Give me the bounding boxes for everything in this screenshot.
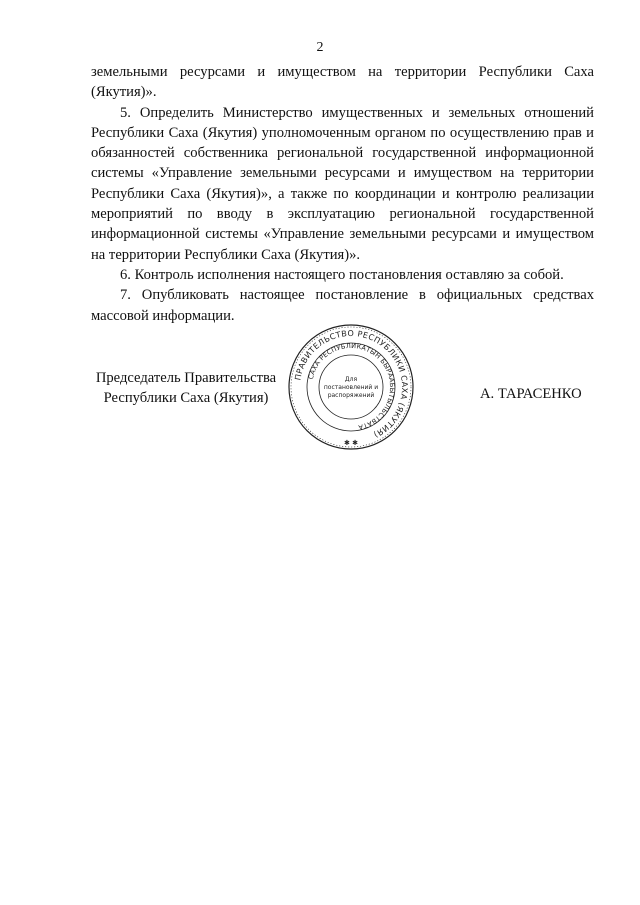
official-seal-graphic: [287, 323, 415, 451]
signatory-position: [91, 368, 281, 408]
signatory-name: А. ТАРАСЕНКО: [480, 386, 582, 402]
seal-center-line2: постановлений и: [323, 384, 379, 391]
paragraph-continuation: земельными ресурсами и имуществом на территории Республики Саха (Якутия)».: [91, 64, 594, 101]
seal-center-line1: Для: [344, 376, 358, 383]
seal-star-icon: ✱ ✱: [344, 439, 358, 447]
signatory-position-line1: Председатель Правительства: [95, 370, 277, 386]
seal-center-line3: распоряжений: [327, 392, 375, 399]
seal-inner-text: САХА РЕСПУБЛИКАТЫН БЫРААБЫТЫЛЬСТВАТА: [306, 341, 397, 432]
paragraph-item-7: 7. Опубликовать настоящее постановление в официальных средствах массовой информации.: [91, 287, 594, 324]
official-seal: [287, 323, 415, 451]
page-number: 2: [316, 40, 324, 55]
document-body: [91, 62, 594, 326]
signatory-position-line2: Республики Саха (Якутия): [103, 390, 269, 406]
paragraph-item-5: 5. Определить Министерство имущественных и земельных отношений Республики Саха (Якутия) уполномоченным органом по осуществлению прав и обязанностей собственника региональной государственной информационной системы «Управление земельными ресурсами и имуществом на территории Республики Саха (Якутия)», а также по координации и контролю реализации мероприятий по вводу в эксплуатацию региональной государственной информационной системы «Управление земельными ресурсами и имуществом на территории Республики Саха (Якутия)».: [91, 104, 594, 263]
paragraph-item-6: 6. Контроль исполнения настоящего постановления оставляю за собой.: [120, 266, 564, 283]
seal-outer-text: ПРАВИТЕЛЬСТВО РЕСПУБЛИКИ САХА (ЯКУТИЯ): [293, 328, 410, 440]
